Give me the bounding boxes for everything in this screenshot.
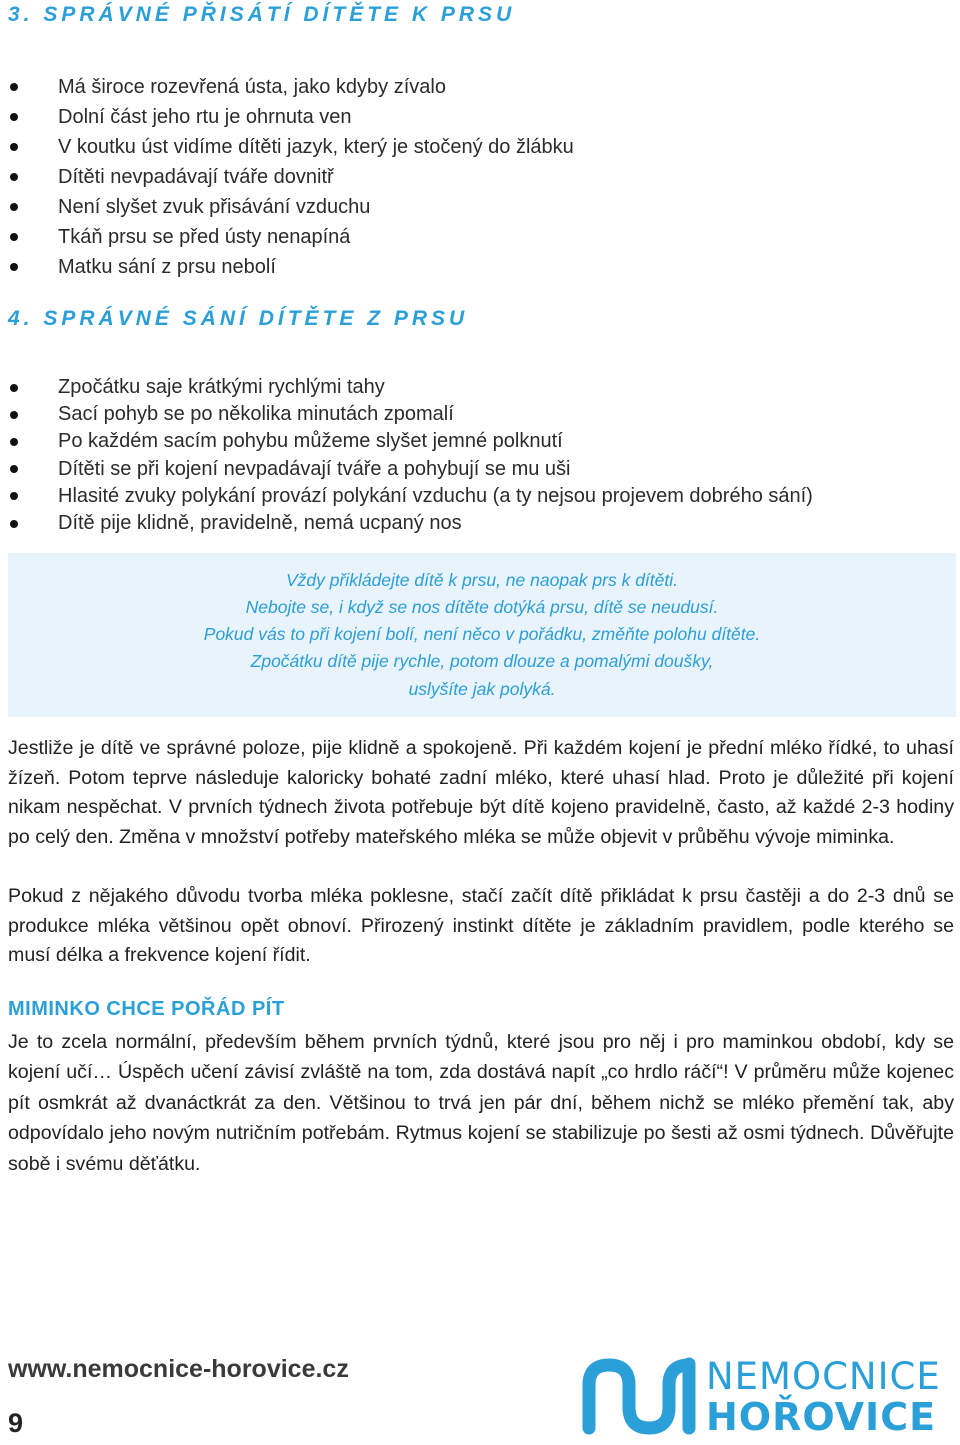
page-number: 9 (8, 1408, 24, 1438)
tip-line: Zpočátku dítě pije rychle, potom dlouze a pomalými doušky, (250, 651, 714, 671)
tip-box (8, 553, 956, 717)
list-item: Hlasité zvuky polykání provází polykání vzduchu (a ty nejsou projevem dobrého sání) (0, 483, 813, 510)
nh-monogram-icon (580, 1355, 698, 1437)
body-paragraph: Pokud z nějakého důvodu tvorba mléka poklesne, stačí začít dítě přikládat k prsu častěji a do 2-3 dnů se produkce mléka většinou opět obnoví. Přirozený instinkt dítěte je základním pravidlem, podle kterého se musí délka a frekvence kojení řídit. (8, 885, 954, 967)
list-item: Dítě pije klidně, pravidelně, nemá ucpaný nos (0, 510, 813, 537)
tip-line: Nebojte se, i když se nos dítěte dotýká prsu, dítě se neudusí. (245, 597, 719, 617)
body-paragraph: Jestliže je dítě ve správné poloze, pije klidně a spokojeně. Při každém kojení je přední mléko řídké, to uhasí žízeň. Potom teprve následuje kaloricky bohaté zadní mléko, které uhasí hlad. Proto je důležité při kojení nikam nespěchat. V prvních týdnech života potřebuje být dítě kojeno pravidelně, často, až každé 2-3 hodiny po celý den. Změna v množství potřeby mateřského mléka se může objevit v průběhu vývoje miminka. (8, 737, 954, 848)
list-item: Dítěti se při kojení nevpadávají tváře a pohybují se mu uši (0, 456, 813, 483)
section-4-heading: 4. SPRÁVNÉ SÁNÍ DÍTĚTE Z PRSU (8, 307, 469, 330)
list-item: Po každém sacím pohybu můžeme slyšet jemné polknutí (0, 428, 813, 455)
list-item: Dolní část jeho rtu je ohrnuta ven (0, 102, 574, 132)
tip-line: uslyšíte jak polyká. (408, 679, 556, 699)
list-item: Matku sání z prsu nebolí (0, 252, 574, 282)
list-item: Má široce rozevřená ústa, jako kdyby zívalo (0, 72, 574, 102)
list-item: Tkáň prsu se před ústy nenapíná (0, 222, 574, 252)
logo-text-line2: HOŘOVICE (706, 1395, 937, 1439)
tip-line: Vždy přikládejte dítě k prsu, ne naopak prs k dítěti. (285, 570, 678, 590)
list-item: Dítěti nevpadávají tváře dovnitř (0, 162, 574, 192)
hospital-logo (580, 1355, 956, 1439)
section-3-heading: 3. SPRÁVNÉ PŘISÁTÍ DÍTĚTE K PRSU (8, 3, 516, 26)
subheading: MIMINKO CHCE POŘÁD PÍT (8, 998, 285, 1020)
website-url[interactable]: www.nemocnice-horovice.cz (8, 1355, 349, 1383)
body-paragraph: Je to zcela normální, především během prvních týdnů, které jsou pro něj i pro maminkou období, kdy se kojení učí… Úspěch učení závisí zvláště na tom, zda dostává napít „co hrdlo ráčí“! V průměru může kojenec pít osmkrát až dvanáctkrát za den. Většinou to trvá jen pár dní, během nichž se mléko přemění tak, aby odpovídalo jeho novým nutričním potřebám. Rytmus kojení se stabilizuje po šesti až osmi týdnech. Důvěřujte sobě i svému děťátku. (8, 1031, 954, 1175)
tip-line: Pokud vás to při kojení bolí, není něco v pořádku, změňte polohu dítěte. (203, 624, 761, 644)
list-item: V koutku úst vidíme dítěti jazyk, který je stočený do žlábku (0, 132, 574, 162)
list-item: Zpočátku saje krátkými rychlými tahy (0, 374, 813, 401)
list-item: Sací pohyb se po několika minutách zpomalí (0, 401, 813, 428)
list-item: Není slyšet zvuk přisávání vzduchu (0, 192, 574, 222)
logo-text-line1: NEMOCNICE (706, 1355, 941, 1398)
section-3-list (0, 72, 574, 282)
section-4-list (0, 374, 813, 537)
